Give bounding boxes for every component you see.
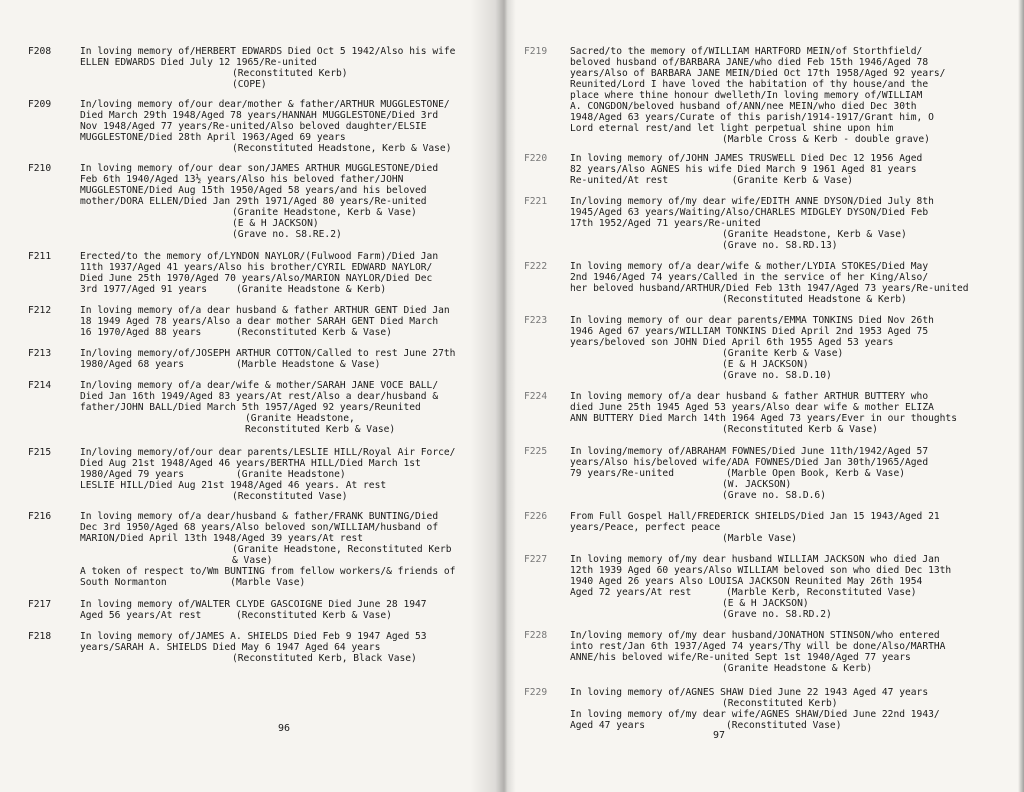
entry-line: Feb 6th 1940/Aged 13½ years/Also his beloved father/JOHN	[80, 174, 404, 185]
entry-text	[570, 446, 1020, 501]
entry-text	[570, 315, 1020, 381]
entry-text	[570, 391, 1020, 435]
entry-text	[80, 447, 500, 502]
entry-line: From Full Gospel Hall/FREDERICK SHIELDS/Died Jan 15 1943/Aged 21	[570, 511, 940, 522]
entry-number: F209	[28, 99, 52, 110]
entry-line: 79 years/Re-united (Marble Open Book, Kerb & Vase)	[570, 468, 906, 479]
entry-number: F222	[524, 261, 548, 272]
entry-line: Sacred/to the memory of/WILLIAM HARTFORD MEIN/of Storthfield/	[570, 46, 923, 57]
entry-line: 1946 Aged 67 years/WILLIAM TONKINS Died April 2nd 1953 Aged 75	[570, 326, 929, 337]
entry-line: In/loving memory/of/JOSEPH ARTHUR COTTON/Called to rest June 27th	[80, 348, 456, 359]
entry-text	[80, 46, 500, 90]
entry-line: In loving memory of/a dear husband & father ARTHUR BUTTERY who	[570, 391, 929, 402]
entry-line: (Reconstituted Kerb & Vase)	[722, 424, 878, 435]
entry-text	[80, 380, 500, 435]
entry-line: 2nd 1946/Aged 74 years/Called in the service of her King/Also/	[570, 272, 929, 283]
entry-number: F221	[524, 196, 548, 207]
entry-line: 1948/Aged 63 years/Curate of this parish/1914-1917/Grant him, O	[570, 112, 934, 123]
page-number-96: 96	[278, 723, 291, 734]
entry-line: MUGGLESTONE/Died Aug 15th 1950/Aged 58 years/and his beloved	[80, 185, 427, 196]
entry-line: (Reconstituted Headstone, Kerb & Vase)	[232, 143, 452, 154]
entry-line: (Reconstituted Kerb)	[232, 68, 348, 79]
entry-line: Died Jan 16th 1949/Aged 83 years/At rest/Also a dear/husband &	[80, 391, 439, 402]
entry-text	[570, 554, 1020, 620]
entry-number: F208	[28, 46, 52, 57]
entry-text	[80, 251, 500, 295]
entry-line: 82 years/Also AGNES his wife Died March 9 1961 Aged 81 years	[570, 164, 917, 175]
entry-line: ELLEN EDWARDS Died July 12 1965/Re-united	[80, 57, 317, 68]
entry-line: (Granite Headstone & Kerb)	[722, 663, 873, 674]
entry-line: (Reconstituted Vase)	[232, 491, 348, 502]
entry-line: years/Also of BARBARA JANE MEIN/Died Oct 17th 1958/Aged 92 years/	[570, 68, 946, 79]
entry-line: (Granite Headstone, Kerb & Vase)	[722, 229, 907, 240]
entry-line: (Granite Headstone, Reconstituted Kerb	[232, 544, 452, 555]
entry-number: F227	[524, 554, 548, 565]
entry-line: In loving memory of/JAMES A. SHIELDS Died Feb 9 1947 Aged 53	[80, 631, 427, 642]
entry-line: Reunited/Lord I have loved the habitation of thy house/and the	[570, 79, 929, 90]
entry-line: MUGGLESTONE/Died 28th April 1963/Aged 69 years	[80, 132, 346, 143]
entry-line: place where thine honour dwelleth/In loving memory of/WILLIAM	[570, 90, 923, 101]
entry-line: ANNE/his beloved wife/Re-united Sept 1st 1940/Aged 77 years	[570, 652, 911, 663]
entry-line: 16 1970/Aged 88 years (Reconstituted Kerb & Vase)	[80, 327, 392, 338]
entry-line: (Grave no. S8.RE.2)	[232, 229, 342, 240]
entry-text	[570, 196, 1020, 251]
entry-line: Died June 25th 1970/Aged 70 years/Also/MARION NAYLOR/Died Dec	[80, 273, 433, 284]
entry-line: Reconstituted Kerb & Vase)	[245, 424, 396, 435]
entry-text	[570, 630, 1020, 674]
entry-line: MARION/Died April 13th 1948/Aged 39 years/At rest	[80, 533, 364, 544]
entry-line: In loving memory of/a dear/husband & father/FRANK BUNTING/Died	[80, 511, 439, 522]
entry-line: (Granite Headstone,	[245, 413, 355, 424]
entry-line: (Reconstituted Headstone & Kerb)	[722, 294, 907, 305]
entry-line: years/Also his/beloved wife/ADA FOWNES/Died Jan 30th/1965/Aged	[570, 457, 929, 468]
entry-line: (W. JACKSON)	[722, 479, 792, 490]
entry-line: years/Peace, perfect peace	[570, 522, 721, 533]
entry-text	[570, 261, 1020, 305]
entry-line: In loving memory of/a dear husband & father ARTHUR GENT Died Jan	[80, 305, 450, 316]
page-edge-shadow	[1018, 0, 1024, 792]
entry-line: 1980/Aged 68 years (Marble Headstone & Vase)	[80, 359, 381, 370]
entry-text	[570, 153, 1020, 186]
entry-line: In/loving memory of/my dear husband/JONATHON STINSON/who entered	[570, 630, 940, 641]
entry-line: ANN BUTTERY Died March 14th 1964 Aged 73 years/Ever in our thoughts	[570, 413, 957, 424]
entry-line: (Grave no. S8.RD.13)	[722, 240, 838, 251]
entry-line: (Marble Vase)	[722, 533, 798, 544]
entry-number: F220	[524, 153, 548, 164]
entry-line: 11th 1937/Aged 41 years/Also his brother/CYRIL EDWARD NAYLOR/	[80, 262, 433, 273]
entry-text	[570, 687, 1020, 731]
entry-line: & Vase)	[232, 555, 273, 566]
entry-line: mother/DORA ELLEN/Died Jan 29th 1971/Aged 80 years/Re-united	[80, 196, 427, 207]
entry-line: father/JOHN BALL/Died March 5th 1957/Aged 92 years/Reunited	[80, 402, 421, 413]
entry-line: Lord eternal rest/and let light perpetual shine upon him	[570, 123, 894, 134]
entry-number: F226	[524, 511, 548, 522]
entry-line: LESLIE HILL/Died Aug 21st 1948/Aged 46 years. At rest	[80, 480, 387, 491]
entry-line: (Granite Kerb & Vase)	[722, 348, 844, 359]
entry-text	[80, 163, 500, 240]
entry-line: (Grave no. S8.D.6)	[722, 490, 826, 501]
entry-line: A token of respect to/Wm BUNTING from fellow workers/& friends of	[80, 566, 456, 577]
entry-text	[80, 348, 500, 370]
entry-text	[80, 631, 500, 664]
entry-line: Died March 29th 1948/Aged 78 years/HANNAH MUGGLESTONE/Died 3rd	[80, 110, 439, 121]
entry-line: Nov 1948/Aged 77 years/Re-united/Also beloved daughter/ELSIE	[80, 121, 427, 132]
entry-number: F213	[28, 348, 52, 359]
entry-line: Aged 72 years/At rest (Marble Kerb, Reconstituted Vase)	[570, 587, 917, 598]
entry-line: (Reconstituted Kerb, Black Vase)	[232, 653, 417, 664]
entry-line: Dec 3rd 1950/Aged 68 years/Also beloved son/WILLIAM/husband of	[80, 522, 439, 533]
entry-text	[80, 99, 500, 154]
entry-line: (Grave no. S8.D.10)	[722, 370, 832, 381]
entry-line: In/loving memory/of/our dear parents/LESLIE HILL/Royal Air Force/	[80, 447, 456, 458]
entry-text	[80, 511, 500, 588]
entry-number: F214	[28, 380, 52, 391]
entry-line: Re-united/At rest (Granite Kerb & Vase)	[570, 175, 854, 186]
entry-line: (Grave no. S8.RD.2)	[722, 609, 832, 620]
entry-line: 1980/Aged 79 years (Granite Headstone)	[80, 469, 346, 480]
entry-number: F225	[524, 446, 548, 457]
entry-number: F229	[524, 687, 548, 698]
entry-line: In loving memory of/WALTER CLYDE GASCOIGNE Died June 28 1947	[80, 599, 427, 610]
entry-number: F218	[28, 631, 52, 642]
entry-number: F217	[28, 599, 52, 610]
entry-line: years/beloved son JOHN Died April 6th 1955 Aged 53 years	[570, 337, 894, 348]
entry-text	[570, 511, 1020, 544]
entry-number: F223	[524, 315, 548, 326]
entry-line: A. CONGDON/beloved husband of/ANN/nee MEIN/who died Dec 30th	[570, 101, 917, 112]
entry-number: F215	[28, 447, 52, 458]
entry-text	[80, 599, 500, 621]
entry-line: South Normanton (Marble Vase)	[80, 577, 306, 588]
entry-line: Erected/to the memory of/LYNDON NAYLOR/(Fulwood Farm)/Died Jan	[80, 251, 439, 262]
entry-number: F210	[28, 163, 52, 174]
entry-line: years/SARAH A. SHIELDS Died May 6 1947 Aged 64 years	[80, 642, 381, 653]
entry-line: (Reconstituted Kerb)	[722, 698, 838, 709]
entry-text	[80, 305, 500, 338]
entry-line: 18 1949 Aged 78 years/Also a dear mother SARAH GENT Died March	[80, 316, 439, 327]
entry-line: 1945/Aged 63 years/Waiting/Also/CHARLES MIDGLEY DYSON/Died Feb	[570, 207, 929, 218]
entry-line: In loving memory of/a dear/wife & mother/LYDIA STOKES/Died May	[570, 261, 929, 272]
entry-number: F216	[28, 511, 52, 522]
entry-line: In loving memory of/our dear son/JAMES ARTHUR MUGGLESTONE/Died	[80, 163, 439, 174]
entry-number: F211	[28, 251, 52, 262]
entry-line: In loving memory of/HERBERT EDWARDS Died Oct 5 1942/Also his wife	[80, 46, 456, 57]
left-page	[0, 0, 500, 792]
entry-line: Died Aug 21st 1948/Aged 46 years/BERTHA HILL/Died March 1st	[80, 458, 421, 469]
entry-number: F224	[524, 391, 548, 402]
entry-line: 1940 Aged 26 years Also LOUISA JACKSON Reunited May 26th 1954	[570, 576, 923, 587]
entry-line: Aged 47 years (Reconstituted Vase)	[570, 720, 842, 731]
entry-line: (E & H JACKSON)	[722, 598, 809, 609]
entry-text	[570, 46, 1020, 145]
entry-number: F228	[524, 630, 548, 641]
entry-line: In/loving memory of/my dear wife/EDITH ANNE DYSON/Died July 8th	[570, 196, 934, 207]
entry-line: Aged 56 years/At rest (Reconstituted Kerb & Vase)	[80, 610, 392, 621]
entry-line: In loving memory of/my dear wife/AGNES SHAW/Died June 22nd 1943/	[570, 709, 940, 720]
entry-line: died June 25th 1945 Aged 53 years/Also dear wife & mother ELIZA	[570, 402, 934, 413]
entry-line: In loving/memory of/ABRAHAM FOWNES/Died June 11th/1942/Aged 57	[570, 446, 929, 457]
entry-line: (E & H JACKSON)	[722, 359, 809, 370]
entry-line: (Granite Headstone, Kerb & Vase)	[232, 207, 417, 218]
entry-line: (E & H JACKSON)	[232, 218, 319, 229]
entry-line: In/loving memory of/a dear/wife & mother/SARAH JANE VOCE BALL/	[80, 380, 439, 391]
entry-line: 3rd 1977/Aged 91 years (Granite Headstone & Kerb)	[80, 284, 387, 295]
entry-line: (COPE)	[232, 79, 267, 90]
right-page	[506, 0, 1024, 792]
entry-line: beloved husband of/BARBARA JANE/who died Feb 15th 1946/Aged 78	[570, 57, 929, 68]
entry-number: F212	[28, 305, 52, 316]
page-number-97: 97	[713, 730, 726, 741]
entry-line: In loving memory of/my dear husband WILLIAM JACKSON who died Jan	[570, 554, 940, 565]
entry-line: (Marble Cross & Kerb - double grave)	[722, 134, 930, 145]
entry-line: her beloved husband/ARTHUR/Died Feb 13th 1947/Aged 73 years/Re-united	[570, 283, 969, 294]
entry-line: In loving memory of/JOHN JAMES TRUSWELL Died Dec 12 1956 Aged	[570, 153, 923, 164]
entry-line: In loving memory of/AGNES SHAW Died June 22 1943 Aged 47 years	[570, 687, 929, 698]
entry-line: In/loving memory of/our dear/mother & father/ARTHUR MUGGLESTONE/	[80, 99, 450, 110]
entry-number: F219	[524, 46, 548, 57]
entry-line: into rest/Jan 6th 1937/Aged 74 years/Thy will be done/Also/MARTHA	[570, 641, 946, 652]
entry-line: 17th 1952/Aged 71 years/Re-united	[570, 218, 761, 229]
entry-line: 12th 1939 Aged 60 years/Also WILLIAM beloved son who died Dec 13th	[570, 565, 952, 576]
entry-line: In loving memory of our dear parents/EMMA TONKINS Died Nov 26th	[570, 315, 934, 326]
